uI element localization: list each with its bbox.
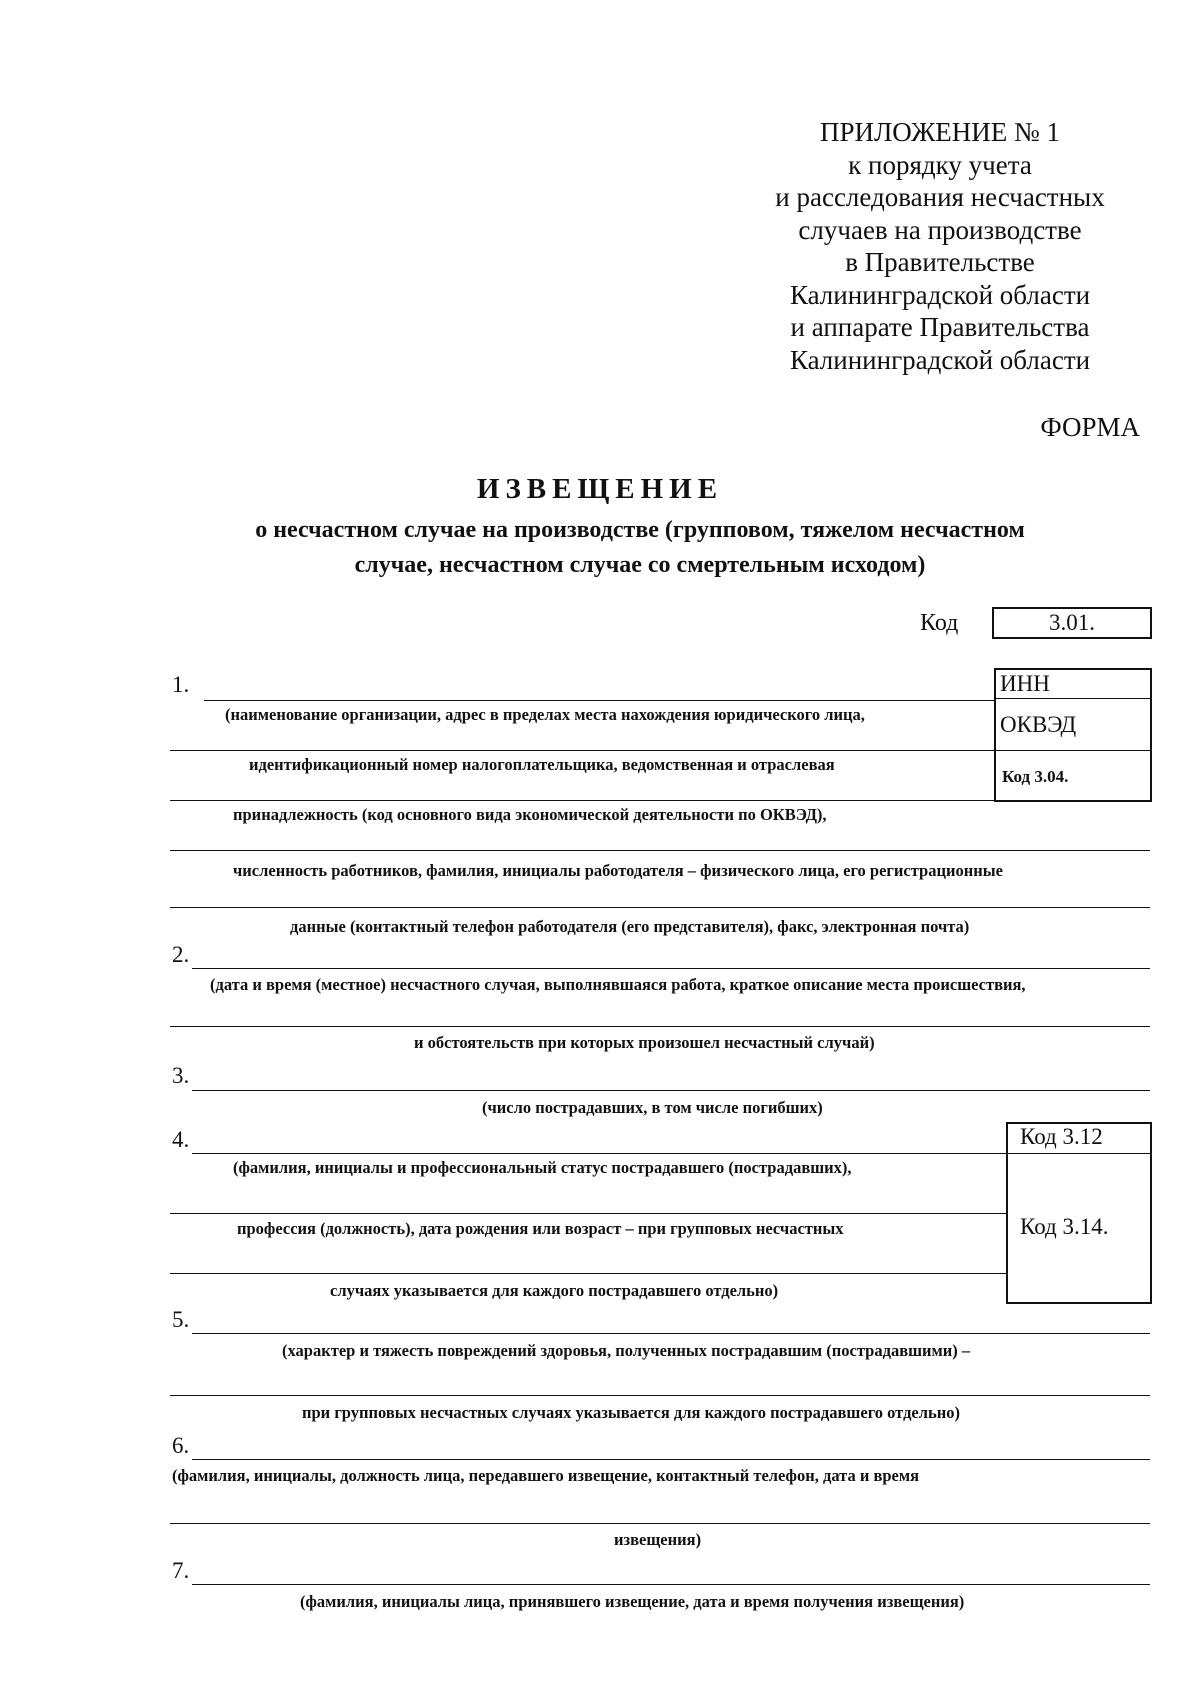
kod-label: Код	[920, 610, 959, 636]
section-1-caption: идентификационный номер налогоплательщика, ведомственная и отраслевая	[249, 755, 835, 774]
org-box-divider	[994, 750, 1150, 751]
appendix-line: ПРИЛОЖЕНИЕ № 1	[819, 117, 1061, 147]
section-number-3: 3.	[172, 1063, 190, 1088]
field-line-4b[interactable]	[170, 1213, 1006, 1214]
field-line-4c[interactable]	[170, 1273, 1006, 1274]
section-2-caption: и обстоятельств при которых произошел несчастный случай)	[414, 1033, 875, 1052]
section-7-caption: (фамилия, инициалы лица, принявшего извещение, дата и время получения извещения)	[300, 1592, 965, 1611]
appendix-header	[740, 116, 1140, 376]
field-line-1b[interactable]	[170, 750, 994, 751]
section-3-caption: (число пострадавших, в том числе погибших)	[482, 1098, 823, 1117]
section-4-caption: (фамилия, инициалы и профессиональный статус пострадавшего (пострадавших),	[233, 1158, 852, 1177]
field-line-1e[interactable]	[170, 907, 1150, 908]
kod-304-label: Код 3.04.	[1002, 767, 1069, 786]
field-line-1c[interactable]	[170, 800, 994, 801]
form-label: ФОРМА	[1040, 412, 1140, 442]
section-number-6: 6.	[172, 1433, 190, 1458]
org-box-divider	[994, 698, 1150, 699]
document-subtitle	[150, 513, 1130, 583]
field-line-1d[interactable]	[170, 850, 1150, 851]
appendix-line: и аппарате Правительства	[790, 312, 1090, 342]
kod-314-label: Код 3.14.	[1020, 1214, 1109, 1239]
section-6-caption: извещения)	[614, 1530, 702, 1549]
appendix-line: Калининградской области	[789, 279, 1091, 310]
section-number-1: 1.	[172, 672, 190, 697]
appendix-line: к порядку учета	[848, 149, 1032, 180]
section-1-caption: (наименование организации, адрес в пределах места нахождения юридического лица,	[225, 705, 865, 724]
kod-312-label: Код 3.12	[1020, 1124, 1103, 1149]
inn-label: ИНН	[1000, 671, 1050, 696]
appendix-line: Калининградской области	[789, 344, 1091, 375]
section-number-2: 2.	[172, 942, 190, 967]
field-line-1a[interactable]	[204, 700, 994, 701]
field-line-5b[interactable]	[170, 1395, 1150, 1396]
kod-value-box: 3.01.	[992, 607, 1152, 639]
section-number-7: 7.	[172, 1558, 190, 1583]
field-line-6a[interactable]	[192, 1459, 1150, 1460]
victim-box-divider	[1006, 1153, 1150, 1154]
field-line-5a[interactable]	[192, 1333, 1150, 1334]
field-line-4a[interactable]	[192, 1153, 1006, 1154]
field-line-2b[interactable]	[170, 1026, 1150, 1027]
appendix-line: случаев на производстве	[798, 214, 1082, 245]
subtitle-line: о несчастном случае на производстве (групповом, тяжелом несчастном	[255, 517, 1025, 543]
appendix-line: в Правительстве	[845, 247, 1035, 277]
document-title: ИЗВЕЩЕНИЕ	[476, 473, 724, 505]
section-number-4: 4.	[172, 1127, 190, 1152]
section-1-caption: численность работников, фамилия, инициалы работодателя – физического лица, его регистрационные	[233, 861, 1003, 880]
section-1-caption: принадлежность (код основного вида экономической деятельности по ОКВЭД),	[233, 805, 827, 824]
section-number-5: 5.	[172, 1307, 190, 1332]
field-line-6b[interactable]	[170, 1523, 1150, 1524]
okved-label: ОКВЭД	[1000, 712, 1077, 737]
field-line-2a[interactable]	[192, 968, 1150, 969]
section-4-caption: случаях указывается для каждого пострадавшего отдельно)	[330, 1281, 779, 1300]
section-2-caption: (дата и время (местное) несчастного случая, выполнявшаяся работа, краткое описание места происшествия,	[210, 975, 1026, 994]
field-line-7[interactable]	[192, 1584, 1150, 1585]
section-4-caption: профессия (должность), дата рождения или возраст – при групповых несчастных	[237, 1219, 844, 1238]
appendix-line: и расследования несчастных	[775, 182, 1105, 212]
subtitle-line: случае, несчастном случае со смертельным исходом)	[354, 552, 926, 578]
section-5-caption: (характер и тяжесть повреждений здоровья, полученных пострадавшим (пострадавшими) –	[282, 1341, 971, 1360]
field-line-3[interactable]	[192, 1090, 1150, 1091]
section-1-caption: данные (контактный телефон работодателя (его представителя), факс, электронная почта)	[290, 917, 970, 936]
section-6-caption: (фамилия, инициалы, должность лица, передавшего извещение, контактный телефон, дата и время	[172, 1466, 920, 1485]
section-5-caption: при групповых несчастных случаях указывается для каждого пострадавшего отдельно)	[302, 1403, 960, 1422]
